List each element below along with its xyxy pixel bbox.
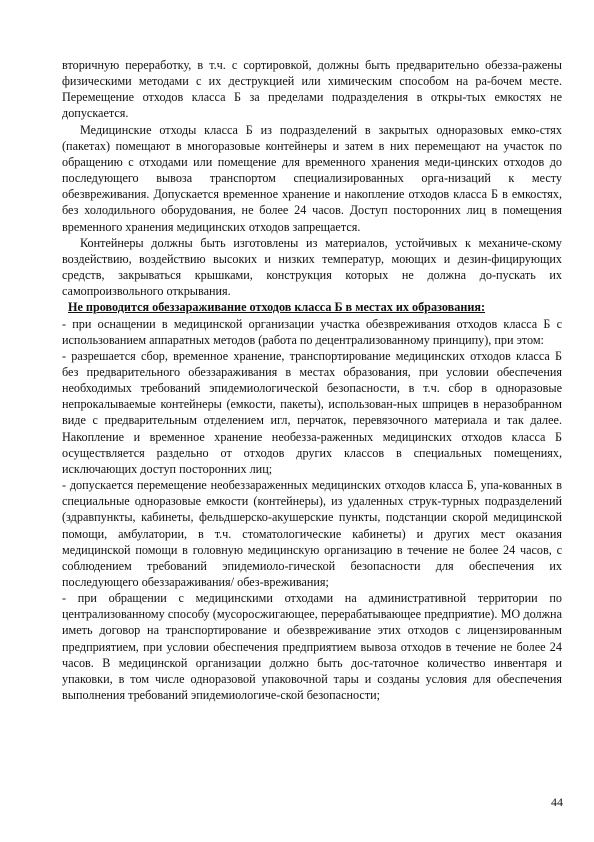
- section-heading: Не проводится обеззараживание отходов класса Б в местах их образования:: [68, 300, 486, 315]
- page-number: 44: [551, 795, 563, 809]
- list-item-collection: - разрешается сбор, временное хранение, транспортирование медицинских отходов класса Б без предварительного обеззараживания в местах образования, при условии обеспечения необходимых требований эпидемиологической безопасности, в т.ч. сбор в одноразовые непрокалываемые контейнеры (емкости, пакеты), использован-ных шприцев в неразобранном виде с предварительным отделением игл, перчаток, перевязочного материала и так далее. Накопление и временное хранение необезза-раженных медицинских отходов класса Б осуществляется раздельно от отходов других классов в специальных помещениях, исключающих доступ посторонних лиц;: [62, 348, 562, 476]
- list-item-transfer: - допускается перемещение необеззараженных медицинских отходов класса Б, упа-кованных в специальные одноразовые емкости (контейнеры), из удаленных струк-турных подразделений (здравпункты, кабинеты, фельдшерско-акушерские пункты, подстанции скорой медицинской помощи, амбулатории, в т.ч. стоматологические кабинеты) и других мест оказания медицинской помощи в головную медицинскую организацию в течение не более 24 часов, с соблюдением требований эпидемиоло-гической безопасности для обеспечения их последующего обеззараживания/ обез-вреживания;: [62, 478, 562, 589]
- list-item-centralized: - при обращении с медицинскими отходами на административной территории по централизованному способу (мусоросжигающее, перерабатывающее предприятие). МО должна иметь договор на транспортирование и обезвреживание этих отходов с лицензированным предприятием, при условии обеспечения предприятием вывоза отходов в течение не более 24 часов. В медицинской организации должно быть дос-таточное количество инвентаря и упаковки, в том числе одноразовой упаковочной тары и созданы условия для обеспечения выполнения требований эпидемиологиче-ской безопасности;: [62, 591, 562, 703]
- list-item-decentralized: - при оснащении в медицинской организации участка обезвреживания отходов класса Б с использованием аппаратных методов (работа по децентрализованному принципу), при этом:: [62, 316, 562, 347]
- paragraph-containers: Контейнеры должны быть изготовлены из материалов, устойчивых к механиче-скому воздействию, воздействию высоких и низких температур, моющих и дезин-фицирующих средств, закрываться крышками, конструкция которых не должна до-пускать их самопроизвольного открывания.: [62, 235, 562, 299]
- paragraph-class-b-transfer: Медицинские отходы класса Б из подразделений в закрытых одноразовых емко-стях (пакетах) помещают в многоразовые контейнеры и затем в них перемещают на участок по обращению с отходами или помещение для временного хранения меди-цинских отходов до последующего вывоза транспортом специализированных орга-низаций к месту обезвреживания. Допускается временное хранение и накопление отходов класса Б в емкостях, без холодильного оборудования, не более 24 часов. Доступ посторонних лиц в помещения временного хранения медицинских отходов запрещается.: [62, 122, 562, 234]
- paragraph-continuation: вторичную переработку, в т.ч. с сортировкой, должны быть предварительно обезза-ражены физическими методами с их деструкцией или химическим способом на ра-бочем месте. Перемещение отходов класса Б за пределами подразделения в откры-тых емкостях не допускается.: [62, 58, 562, 121]
- document-body: [62, 57, 562, 703]
